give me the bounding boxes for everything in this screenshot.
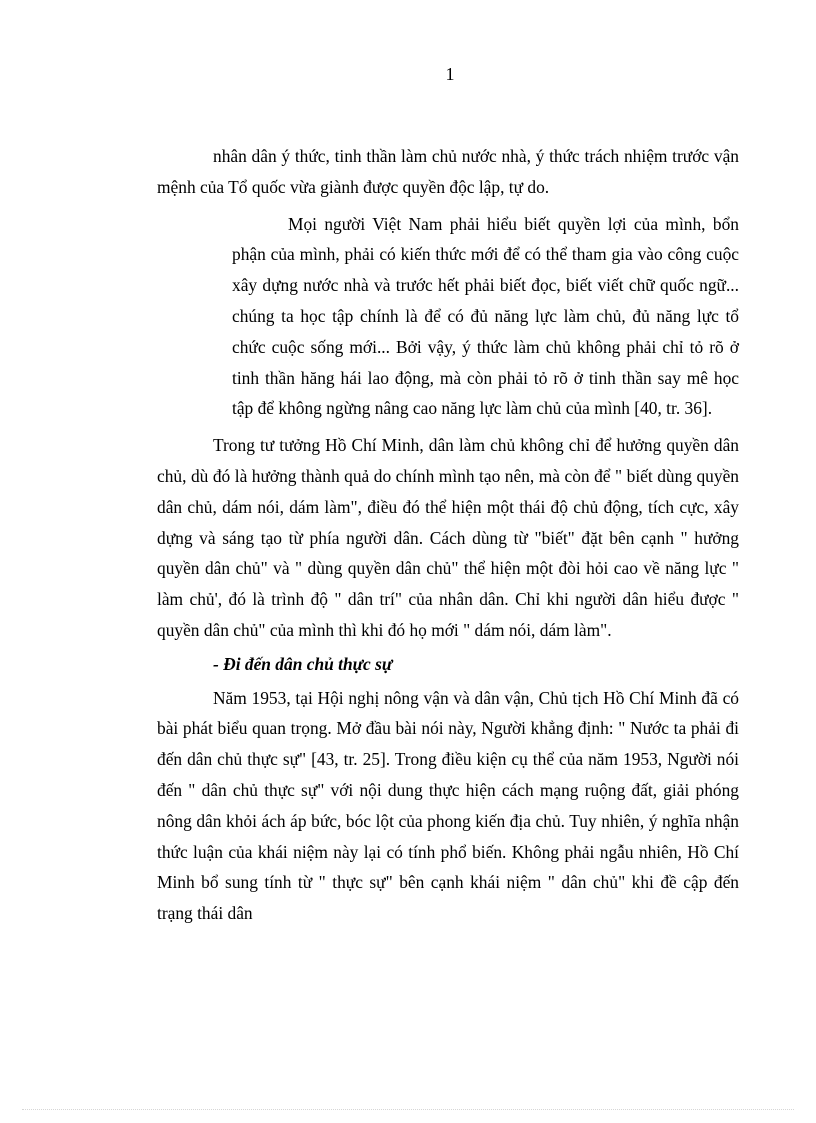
- block-quote: Mọi người Việt Nam phải hiểu biết quyền lợi của mình, bổn phận của mình, phải có kiến thức mới để có thể tham gia vào công cuộc xây dựng nước nhà và trước hết phải biết đọc, biết viết chữ quốc ngữ... chúng ta học tập chính là để có đủ năng lực làm chủ, đủ năng lực tổ chức cuộc sống mới... Bởi vậy, ý thức làm chủ không phải chỉ tỏ rõ ở tinh thần hăng hái lao động, mà còn phải tỏ rõ ở tinh thần say mê học tập để không ngừng nâng cao năng lực làm chủ của mình [40, tr. 36].: [232, 213, 739, 419]
- page-number: 1: [445, 64, 455, 84]
- document-body: [157, 141, 739, 929]
- paragraph: Năm 1953, tại Hội nghị nông vận và dân vận, Chủ tịch Hồ Chí Minh đã có bài phát biểu quan trọng. Mở đầu bài nói này, Người khẳng định: " Nước ta phải đi đến dân chủ thực sự" [43, tr. 25]. Trong điều kiện cụ thể của năm 1953, Người nói đến " dân chủ thực sự" với nội dung thực hiện cách mạng ruộng đất, giải phóng nông dân khỏi ách áp bức, bóc lột của phong kiến địa chủ. Tuy nhiên, ý nghĩa nhận thức luận của khái niệm này lại có tính phổ biến. Không phải ngẫu nhiên, Hồ Chí Minh bổ sung tính từ " thực sự" bên cạnh khái niệm " dân chủ" khi đề cập đến trạng thái dân: [157, 687, 739, 924]
- paragraph: Trong tư tưởng Hồ Chí Minh, dân làm chủ không chỉ để hưởng quyền dân chủ, dù đó là hưởng thành quả do chính mình tạo nên, mà còn để " biết dùng quyền dân chủ, dám nói, dám làm", điều đó thể hiện một thái độ chủ động, tích cực, xây dựng và sáng tạo từ phía người dân. Cách dùng từ "biết" đặt bên cạnh " hưởng quyền dân chủ" và " dùng quyền dân chủ" thể hiện một đòi hỏi cao về năng lực " làm chủ', đó là trình độ " dân trí" của nhân dân. Chỉ khi người dân hiểu được " quyền dân chủ" của mình thì khi đó họ mới " dám nói, dám làm".: [157, 435, 739, 640]
- section-heading: - Đi đến dân chủ thực sự: [213, 653, 393, 674]
- page-bottom-divider: [22, 1109, 794, 1110]
- paragraph-continuation: nhân dân ý thức, tinh thần làm chủ nước nhà, ý thức trách nhiệm trước vận mệnh của Tổ quốc vừa giành được quyền độc lập, tự do.: [157, 146, 739, 197]
